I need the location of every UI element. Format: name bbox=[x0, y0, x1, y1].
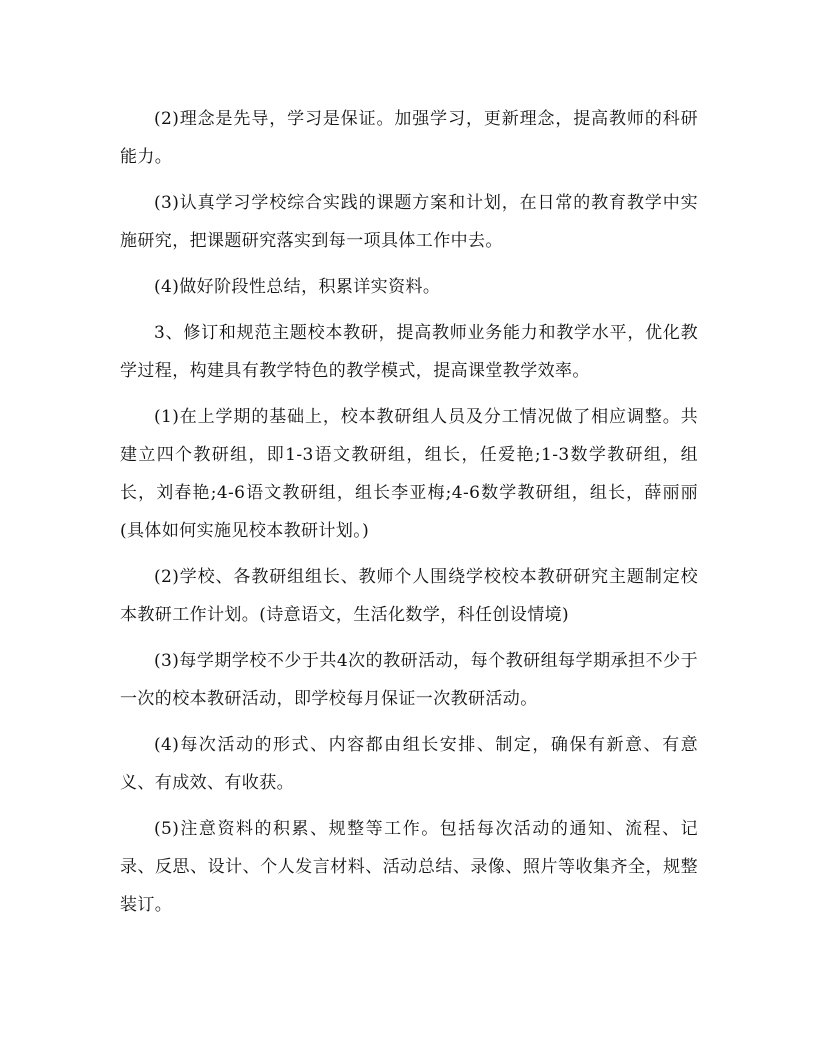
paragraph-research-groups: (1)在上学期的基础上，校本教研组人员及分工情况做了相应调整。共建立四个教研组，即1-3语文教研组，组长，任爱艳;1-3数学教研组，组长，刘春艳;4-6语文教研组，组长李亚梅;4-6数学教研组，组长，薛丽丽(具体如何实施见校本教研计划。) bbox=[120, 407, 698, 541]
paragraph-work-plan: (2)学校、各教研组组长、教师个人围绕学校校本教研研究主题制定校本教研工作计划。(诗意语文，生活化数学，科任创设情境) bbox=[120, 567, 698, 625]
paragraph-stage-summary: (4)做好阶段性总结，积累详实资料。 bbox=[154, 277, 441, 297]
paragraph-materials: (5)注意资料的积累、规整等工作。包括每次活动的通知、流程、记录、反思、设计、个人发言材料、活动总结、录像、照片等收集齐全，规整装订。 bbox=[120, 819, 698, 915]
paragraph-activity-format: (4)每次活动的形式、内容都由组长安排、制定，确保有新意、有意义、有成效、有收获。 bbox=[120, 735, 698, 793]
document-body bbox=[120, 100, 698, 932]
paragraph-research-plan: (3)认真学习学校综合实践的课题方案和计划，在日常的教育教学中实施研究，把课题研究落实到每一项具体工作中去。 bbox=[120, 193, 698, 251]
paragraph-school-research: 3、修订和规范主题校本教研，提高教师业务能力和教学水平，优化教学过程，构建具有教学特色的教学模式，提高课堂教学效率。 bbox=[120, 323, 698, 381]
paragraph-activity-frequency: (3)每学期学校不少于共4次的教研活动，每个教研组每学期承担不少于一次的校本教研活动，即学校每月保证一次教研活动。 bbox=[120, 651, 698, 709]
paragraph-study-concept: (2)理念是先导，学习是保证。加强学习，更新理念，提高教师的科研能力。 bbox=[120, 109, 698, 167]
